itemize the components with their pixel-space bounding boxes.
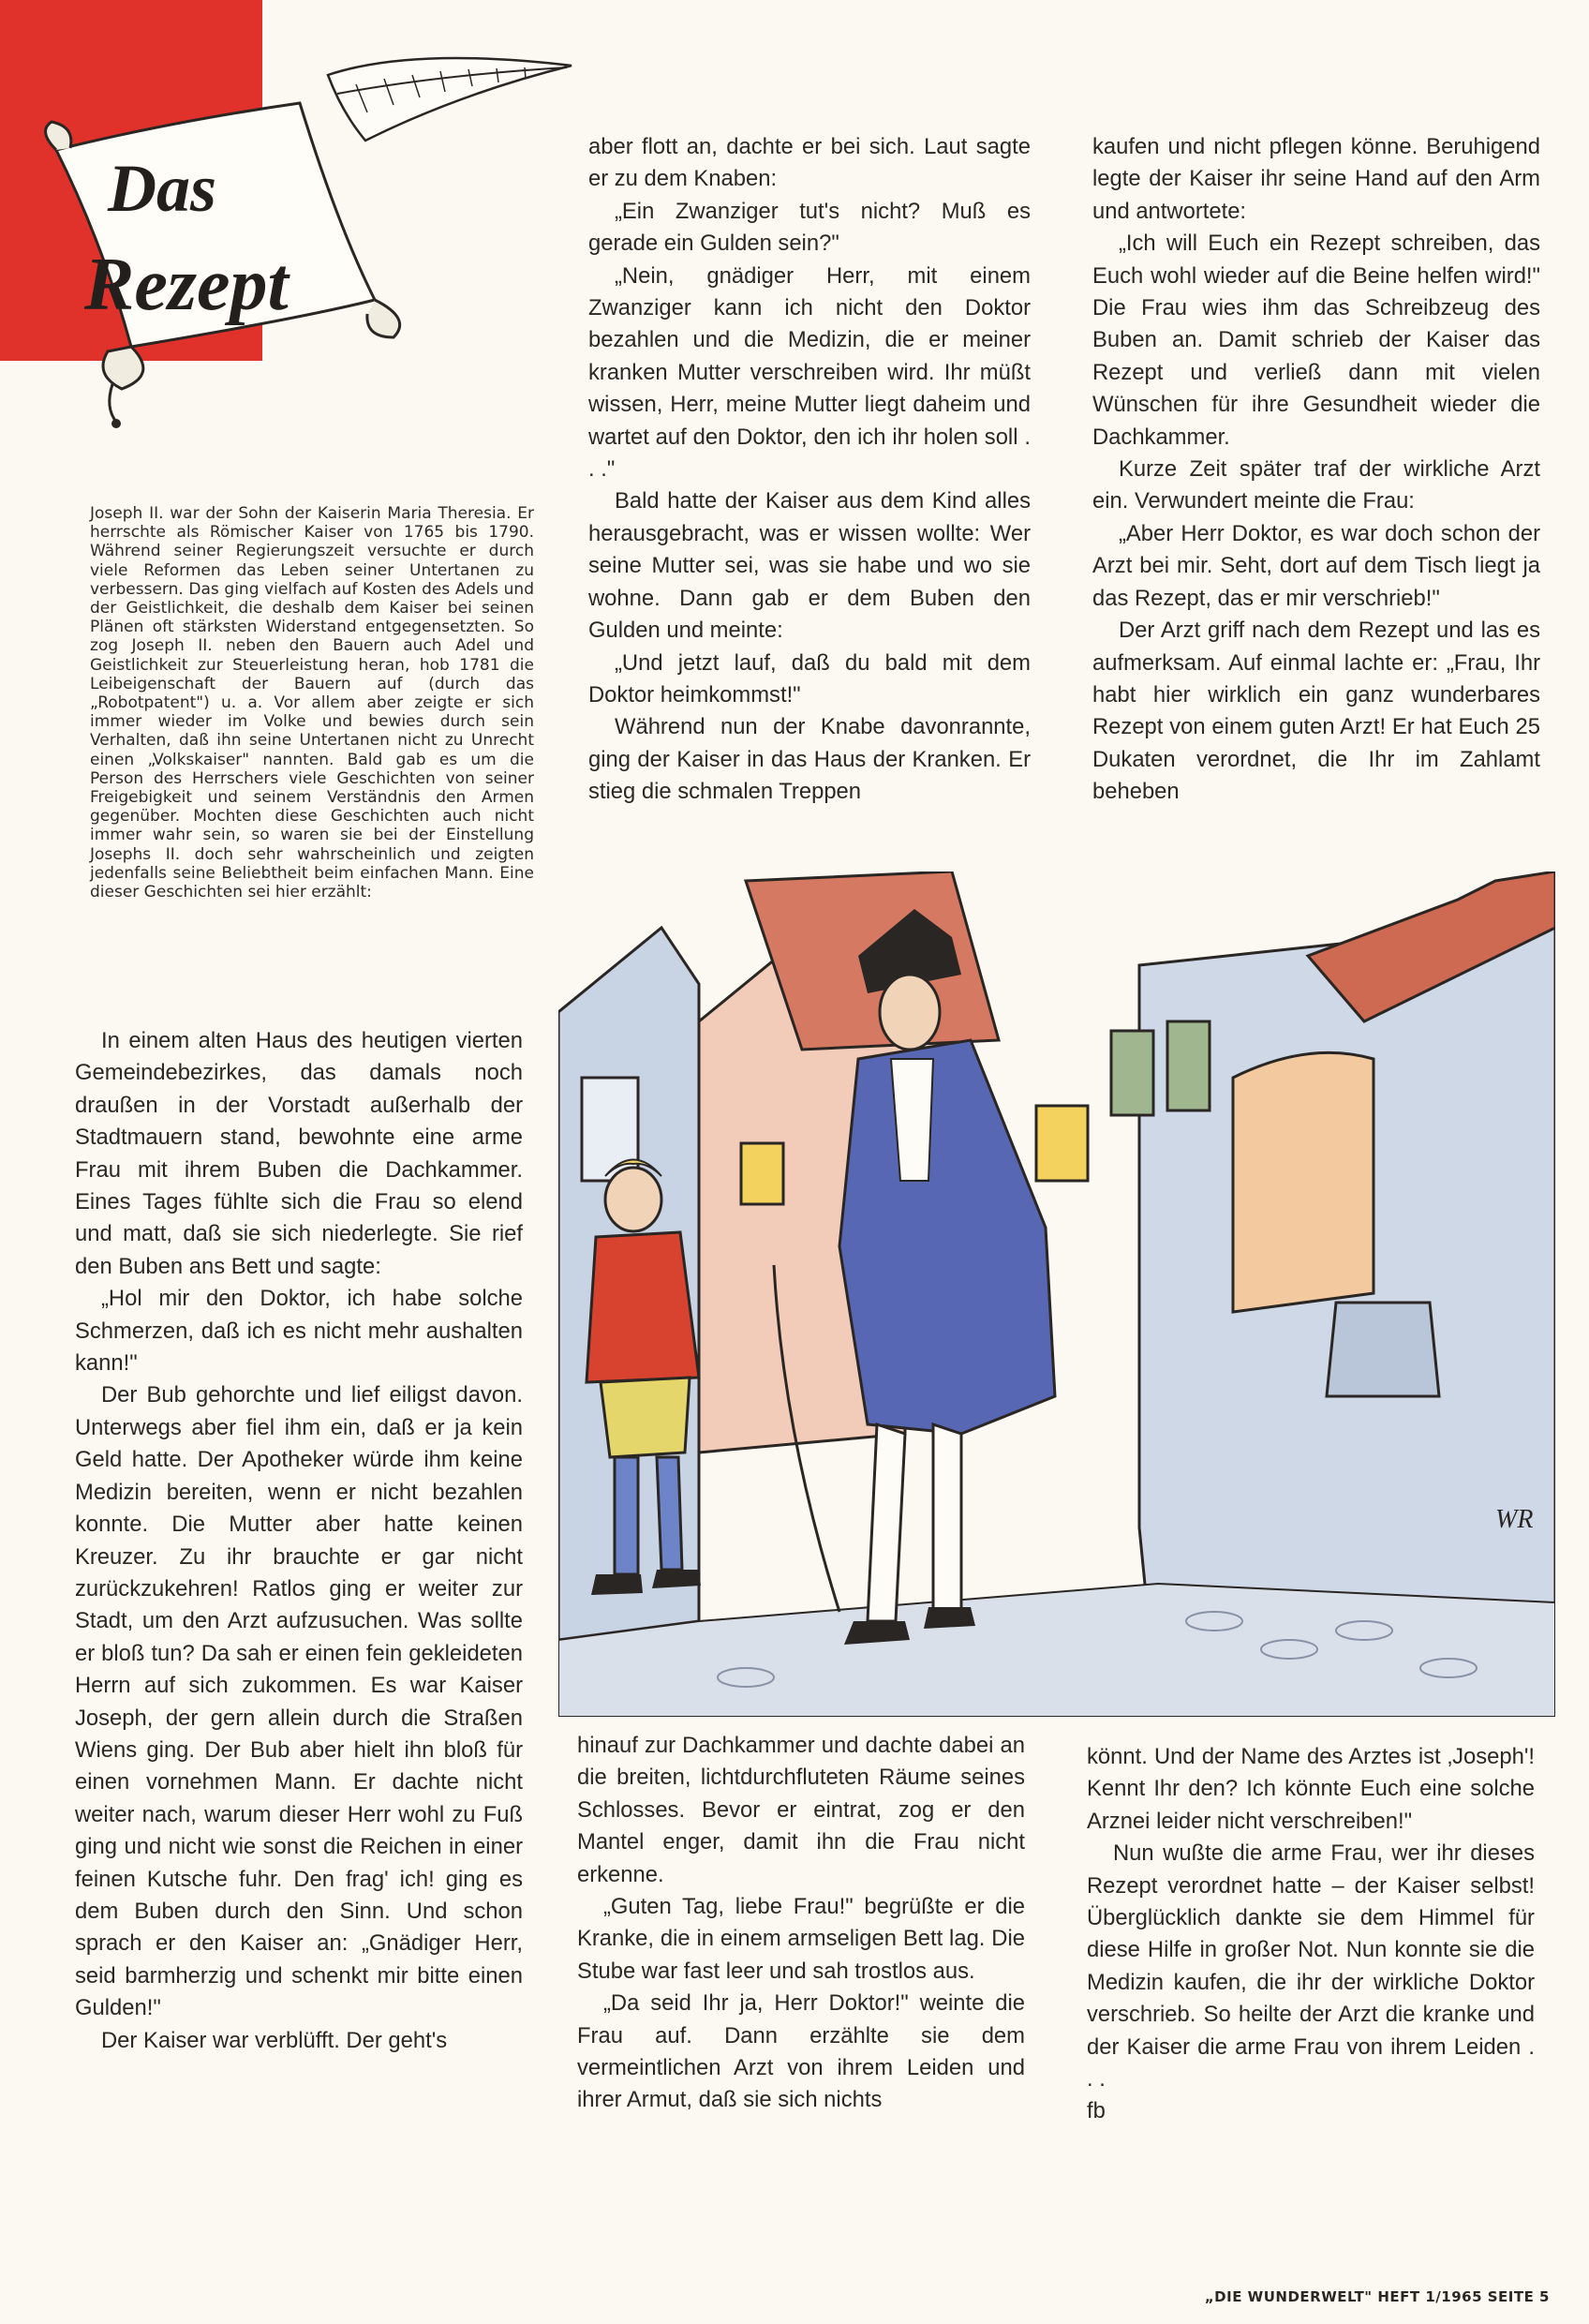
col3-top-paragraph-2: „Ich will Euch ein Rezept schreiben, das Euch wohl wieder auf die Beine helfen wird!" Die Frau wies ihm das Schreibzeug des Buben an. Damit schrieb der Kaiser das Rezept und verließ dann mit vielen Wünschen für ihre Gesundheit wieder die Dachkammer. [1092,231,1540,450]
col1-paragraph-2: „Hol mir den Doktor, ich habe solche Schmerzen, daß ich es nicht mehr aushalten kann!" [75,1286,523,1377]
col2-bottom-paragraph-3: „Da seid Ihr ja, Herr Doktor!" weinte die Frau auf. Dann erzählte sie dem vermeintlichen Arzt von ihrem Leiden und ihrer Armut, daß sie sich nichts [577,1990,1025,2113]
column-3-top [1092,131,1540,809]
col3-top-paragraph-1: kaufen und nicht pflegen könne. Beruhigend legte der Kaiser ihr seine Hand auf den Arm und antwortete: [1092,134,1540,224]
col2-bottom-paragraph-2: „Guten Tag, liebe Frau!" begrüßte er die Kranke, die in einem armseligen Bett lag. Die Stube war fast leer und sah trostlos aus. [577,1894,1025,1984]
col3-bottom-paragraph-1: könnt. Und der Name des Arztes ist ‚Joseph'! Kennt Ihr den? Ich könnte Euch eine solche Arznei leider nicht verschreiben!" [1087,1744,1535,1834]
col2-top-paragraph-5: „Und jetzt lauf, daß du bald mit dem Doktor heimkommst!" [588,649,1031,708]
title-scroll-illustration [19,37,600,431]
street-scene-illustration [558,872,1555,1717]
col2-top-paragraph-2: „Ein Zwanziger tut's nicht? Muß es gerade ein Gulden sein?" [588,198,1031,257]
col3-bottom-paragraph-2: Nun wußte die arme Frau, wer ihr dieses Rezept verordnet hatte – der Kaiser selbst! Überglücklich dankte sie dem Himmel für diese Hilfe in großer Not. Nun konnte sie die Medizin kaufen, die ihr der wirkliche Doktor verschrieb. So heilte der Arzt die kranke und der Kaiser die arme Frau von ihrem Leiden . . . [1087,1840,1535,2093]
col1-paragraph-4: Der Kaiser war verblüfft. Der geht's [101,2027,448,2053]
title-line2: Rezept [84,244,289,326]
col2-top-paragraph-1: aber flott an, dachte er bei sich. Laut sagte er zu dem Knaben: [588,134,1031,192]
page-footer: „DIE WUNDERWELT" HEFT 1/1965 SEITE 5 [1204,2288,1550,2305]
intro-paragraph: Joseph II. war der Sohn der Kaiserin Maria Theresia. Er herrschte als Römischer Kaiser von 1765 bis 1790. Während seiner Regierungszeit versuchte er durch viele Reformen das Leben seiner Untertanen zu verbessern. Das ging vielfach auf Kosten des Adels und der Geistlichkeit, die deshalb dem Kaiser bei seinen Plänen oft stärksten Widerstand entgegensetzten. So zog Joseph II. neben den Bauern auch Adel und Geistlichkeit zur Steuerleistung heran, hob 1781 die Leibeigenschaft der Bauern auf (durch das „Robotpatent") u. a. Vor allem aber zeigte er sich immer wieder im Volke und bewies durch sein Verhalten, daß ihn seine Untertanen nicht zu Unrecht einen „Volkskaiser" nannten. Bald gab es um die Person des Herrschers viele Geschichten von seiner Freigebigkeit und seinem Verständnis den Armen gegenüber. Mochten diese Geschichten auch nicht immer wahr sein, so waren sie bei der Einstellung Josephs II. doch sehr wahrscheinlich und zeigten jedenfalls seine Beliebtheit beim einfachen Mann. Eine dieser Geschichten sei hier erzählt: [90,504,534,902]
column-3-bottom [1087,1741,1535,2128]
col2-bottom-paragraph-1: hinauf zur Dachkammer und dachte dabei an die breiten, lichtdurchfluteten Räume seines Schlosses. Bevor er eintrat, zog er den Mantel enger, damit ihn die Frau nicht erkenne. [577,1733,1025,1887]
col1-paragraph-3: Der Bub gehorchte und lief eiligst davon. Unterwegs aber fiel ihm ein, daß er ja kein Geld hatte. Der Apotheker würde ihm keine Medizin bereiten, wenn er nicht bezahlen konnte. Die Mutter aber hatte keinen Kreuzer. Zu ihr brauchte er gar nicht zurückzukehren! Ratlos ging er weiter zur Stadt, um den Arzt aufzusuchen. Was sollte er bloß tun? Da sah er einen fein gekleideten Herrn auf sich zukommen. Es war Kaiser Joseph, der gern allein durch die Straßen Wiens ging. Der Bub aber hielt ihn bloß für einen vornehmen Mann. Er dachte nicht weiter nach, warum dieser Herr wohl zu Fuß ging und nicht wie sonst die Reichen in einer feinen Kutsche fuhr. Den frag' ich! ging es dem Buben durch den Sinn. Und schon sprach er den Kaiser an: „Gnädiger Herr, seid barmherzig und schenkt mir bitte einen Gulden!" [75,1382,523,2021]
illustrator-mark: WR [1495,1505,1534,1534]
col2-top-paragraph-3: „Nein, gnädiger Herr, mit einem Zwanziger kann ich nicht den Doktor bezahlen und die Medizin, die er meiner kranken Mutter verschreiben wird. Ihr müßt wissen, Herr, meine Mutter liegt daheim und wartet auf den Doktor, den ich ihr holen soll . . ." [588,262,1031,483]
column-1 [75,1025,523,2057]
col2-top-paragraph-4: Bald hatte der Kaiser aus dem Kind alles herausgebracht, was er wissen wollte: Wer seine Mutter sei, was sie habe und wo sie wohne. Dann gab er dem Buben den Gulden und meinte: [588,488,1031,644]
title-line1: Das [108,151,217,226]
author-signature: fb [1087,2098,1106,2124]
col2-top-paragraph-6: Während nun der Knabe davonrannte, ging der Kaiser in das Haus der Kranken. Er stieg die schmalen Treppen [588,714,1031,805]
column-2-bottom [577,1730,1025,2117]
col3-top-paragraph-4: „Aber Herr Doktor, es war doch schon der Arzt bei mir. Seht, dort auf dem Tisch liegt ja das Rezept, das er mir verschrieb!" [1092,520,1540,611]
col3-top-paragraph-5: Der Arzt griff nach dem Rezept und las es aufmerksam. Auf einmal lachte er: „Frau, Ihr habt hier wirklich ein ganz wunderbares Rezept von einem guten Arzt! Er hat Euch 25 Dukaten verordnet, die Ihr im Zahlamt beheben [1092,618,1540,805]
col1-paragraph-1: In einem alten Haus des heutigen vierten Gemeindebezirkes, das damals noch draußen in der Vorstadt außerhalb der Stadtmauern stand, bewohnte eine arme Frau mit ihrem Buben die Dachkammer. Eines Tages fühlte sich die Frau so elend und matt, daß sie sich niederlegte. Sie rief den Buben ans Bett und sagte: [75,1028,523,1279]
column-2-top [588,131,1031,809]
col3-top-paragraph-3: Kurze Zeit später traf der wirkliche Arzt ein. Verwundert meinte die Frau: [1092,456,1540,514]
